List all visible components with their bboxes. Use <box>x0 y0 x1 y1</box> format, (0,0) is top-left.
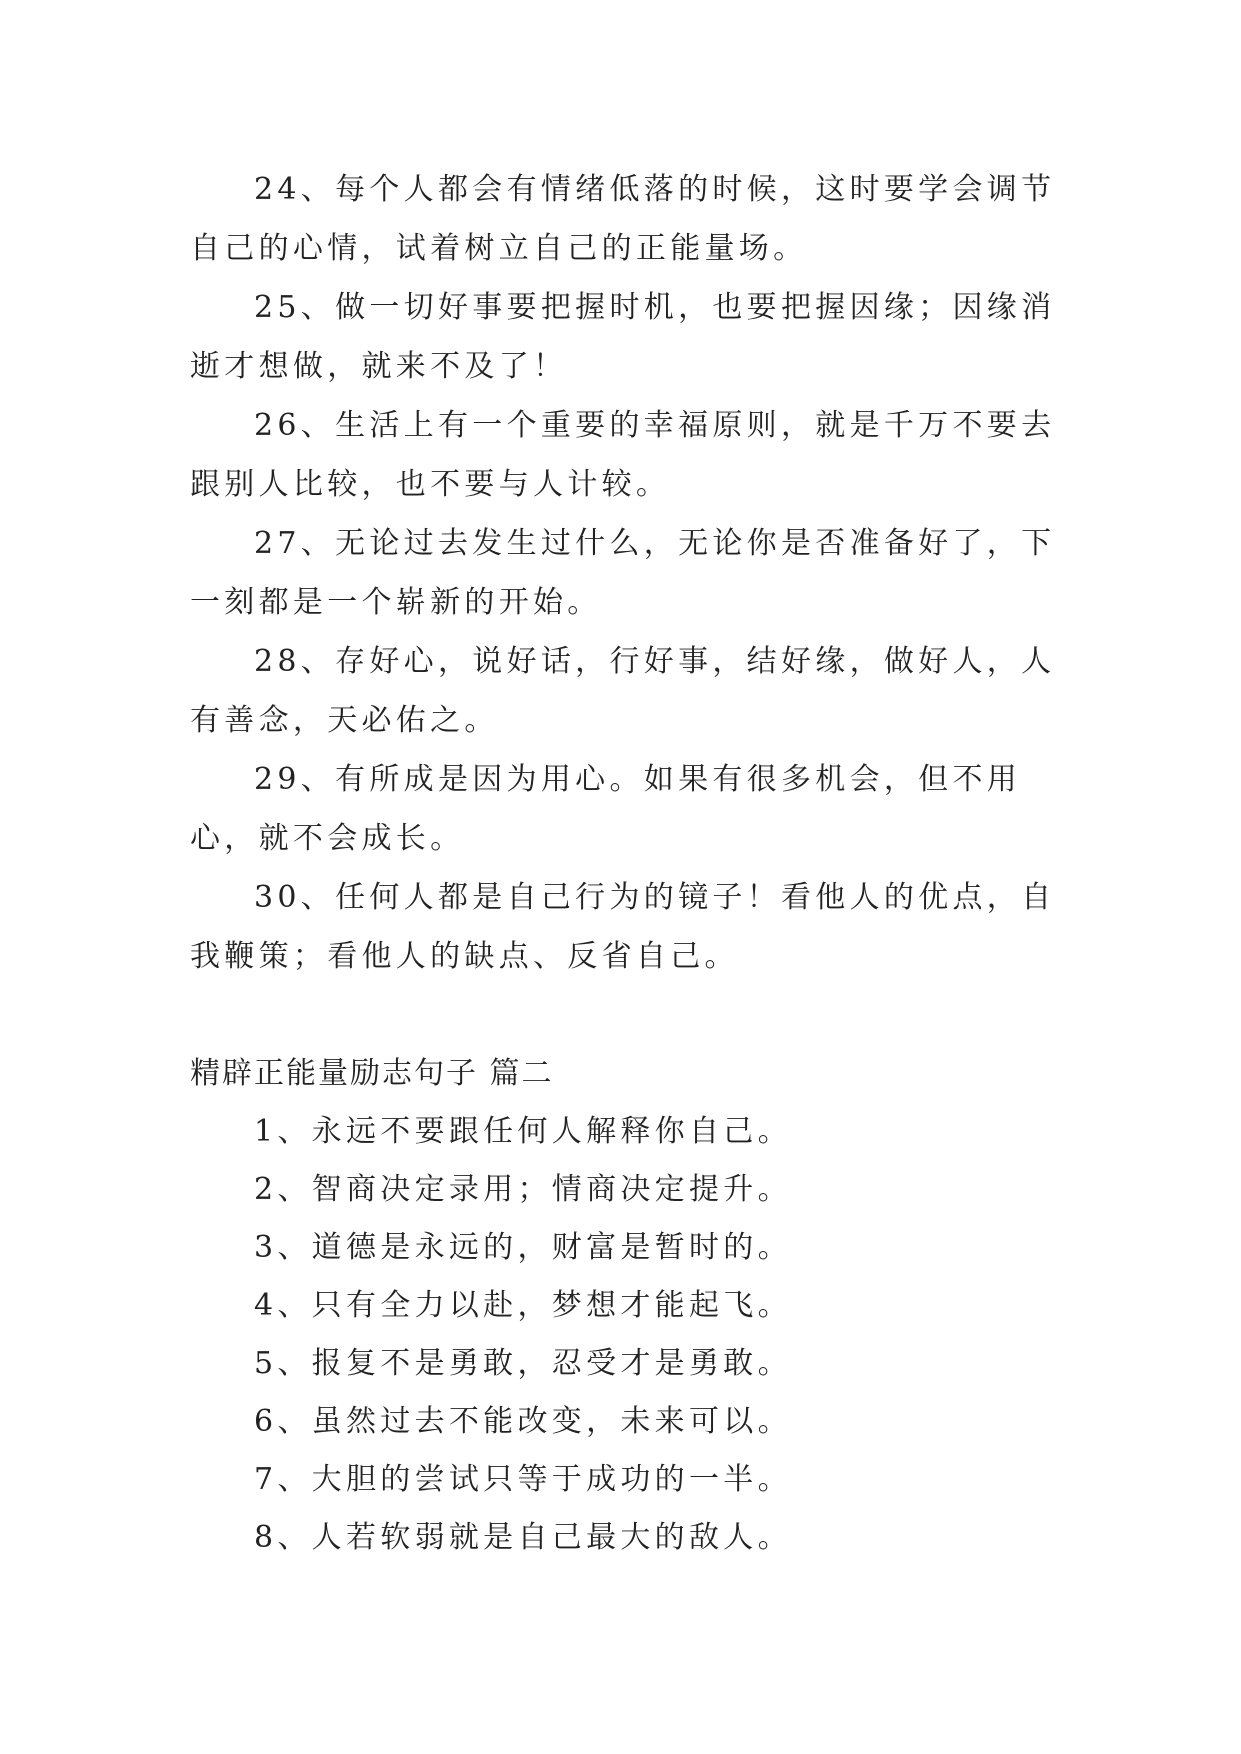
list-item-4: 4、只有全力以赴，梦想才能起飞。 <box>254 1288 792 1323</box>
paragraph-25: 25、做一切好事要把握时机，也要把握因缘；因缘消逝才想做，就来不及了！ <box>190 290 1056 384</box>
document-body <box>190 160 1070 1567</box>
paragraph-24: 24、每个人都会有情绪低落的时候，这时要学会调节自己的心情，试着树立自己的正能量场。 <box>190 172 1056 266</box>
paragraph-28: 28、存好心，说好话，行好事，结好缘，做好人，人有善念，天必佑之。 <box>190 644 1056 738</box>
paragraph-26: 26、生活上有一个重要的幸福原则，就是千万不要去跟别人比较，也不要与人计较。 <box>190 408 1056 502</box>
paragraph-27: 27、无论过去发生过什么，无论你是否准备好了，下一刻都是一个崭新的开始。 <box>190 526 1056 620</box>
list-item-1: 1、永远不要跟任何人解释你自己。 <box>254 1114 792 1149</box>
paragraph-29: 29、有所成是因为用心。如果有很多机会，但不用心，就不会成长。 <box>190 762 1022 856</box>
list-item-2: 2、智商决定录用；情商决定提升。 <box>254 1172 792 1207</box>
list-item-8: 8、人若软弱就是自己最大的敌人。 <box>254 1520 792 1555</box>
list-item-5: 5、报复不是勇敢，忍受才是勇敢。 <box>254 1346 792 1381</box>
list-item-6: 6、虽然过去不能改变，未来可以。 <box>254 1404 792 1439</box>
paragraph-30: 30、任何人都是自己行为的镜子！看他人的优点，自我鞭策；看他人的缺点、反省自己。 <box>190 880 1056 974</box>
section-heading: 精辟正能量励志句子 篇二 <box>190 1056 554 1091</box>
list-item-3: 3、道德是永远的，财富是暂时的。 <box>254 1230 792 1265</box>
list-item-7: 7、大胆的尝试只等于成功的一半。 <box>254 1462 792 1497</box>
